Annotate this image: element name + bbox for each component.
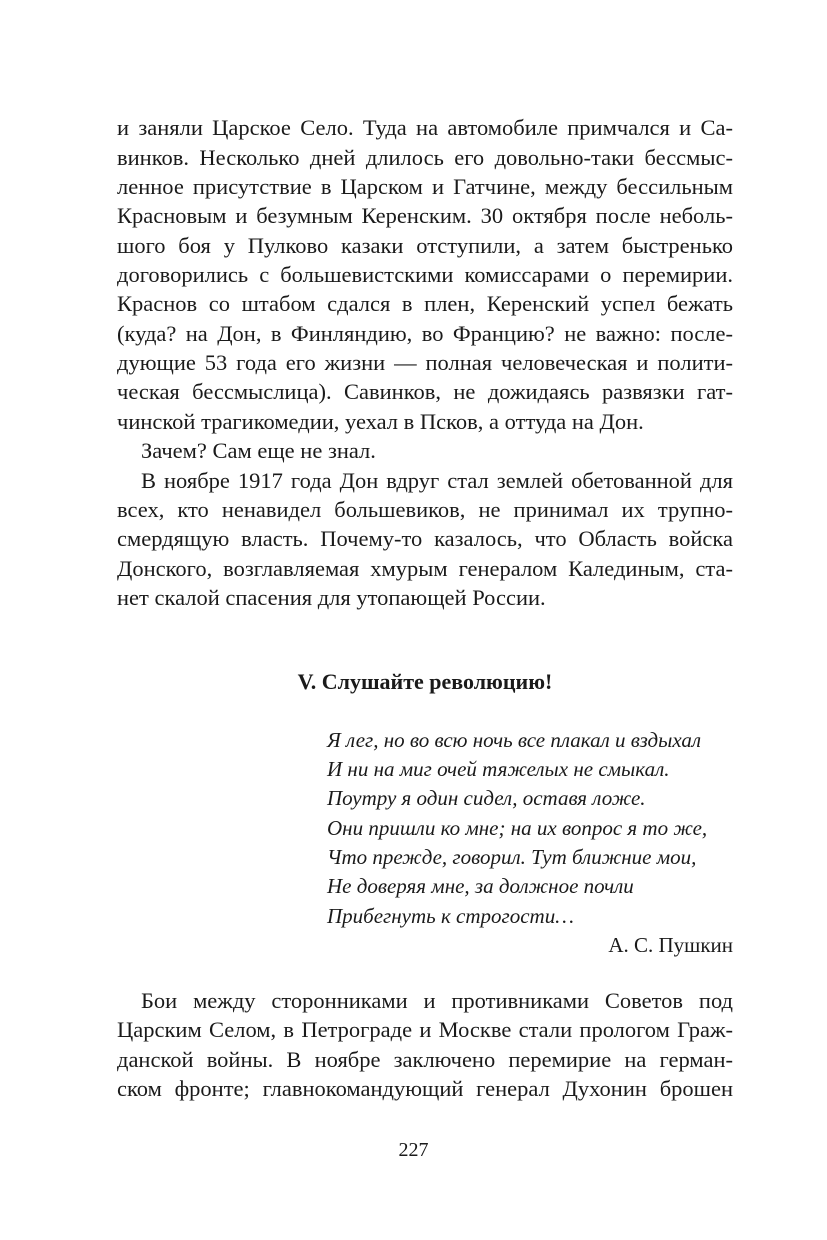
text-line: нет скалой спасения для утопающей России.: [117, 585, 546, 610]
text-line: В ноябре 1917 года Дон вдруг стал землей обетованной для: [141, 468, 733, 493]
text-line: ленное присутствие в Царском и Гатчине, между бессильным: [117, 174, 733, 199]
text-line: договорились с большевистскими комиссарами о перемирии.: [117, 262, 733, 287]
text-line: всех, кто ненавидел большевиков, не принимал их трупно-: [117, 497, 733, 522]
epigraph-line: Что прежде, говорил. Тут ближние мои,: [327, 845, 697, 869]
epigraph-line: Поутру я один сидел, оставя ложе.: [327, 786, 646, 810]
text-line: Красновым и безумным Керенским. 30 октября после неболь-: [117, 203, 733, 228]
epigraph-author: А. С. Пушкин: [608, 933, 733, 957]
text-line: винков. Несколько дней длилось его довольно-таки бессмыс-: [117, 145, 733, 170]
text-line: Бои между сторонниками и противниками Советов под: [141, 988, 733, 1013]
text-line: Краснов со штабом сдался в плен, Керенский успел бежать: [117, 291, 733, 316]
text-line: (куда? на Дон, в Финляндию, во Францию? не важно: после-: [117, 321, 733, 346]
text-line: ском фронте; главнокомандующий генерал Духонин брошен: [117, 1076, 733, 1101]
text-line: шого боя у Пулково казаки отступили, а затем быстренько: [117, 233, 733, 258]
text-line: дующие 53 года его жизни — полная человеческая и полити-: [117, 350, 733, 375]
section-heading: V. Слушайте революцию!: [297, 669, 553, 694]
epigraph-line: Они пришли ко мне; на их вопрос я то же,: [327, 816, 708, 840]
text-line: чинской трагикомедии, уехал в Псков, а оттуда на Дон.: [117, 409, 644, 434]
text-line: смердящую власть. Почему-то казалось, что Область войска: [117, 526, 733, 551]
epigraph-line: Не доверяя мне, за должное почли: [327, 874, 634, 898]
epigraph-line: Я лег, но во всю ночь все плакал и вздыхал: [327, 728, 702, 752]
page-number: 227: [398, 1139, 429, 1161]
text-line: Царским Селом, в Петрограде и Москве стали прологом Граж-: [117, 1017, 733, 1042]
text-line: ческая бессмыслица). Савинков, не дожидаясь развязки гат-: [117, 379, 733, 404]
text-line: данской войны. В ноябре заключено перемирие на герман-: [117, 1047, 733, 1072]
epigraph-line: Прибегнуть к строгости…: [327, 904, 574, 928]
text-line: Донского, возглавляемая хмурым генералом Калединым, ста-: [117, 556, 733, 581]
epigraph-line: И ни на миг очей тяжелых не смыкал.: [327, 757, 670, 781]
text-line: Зачем? Сам еще не знал.: [141, 438, 376, 463]
text-line: и заняли Царское Село. Туда на автомобиле примчался и Са-: [117, 115, 733, 140]
